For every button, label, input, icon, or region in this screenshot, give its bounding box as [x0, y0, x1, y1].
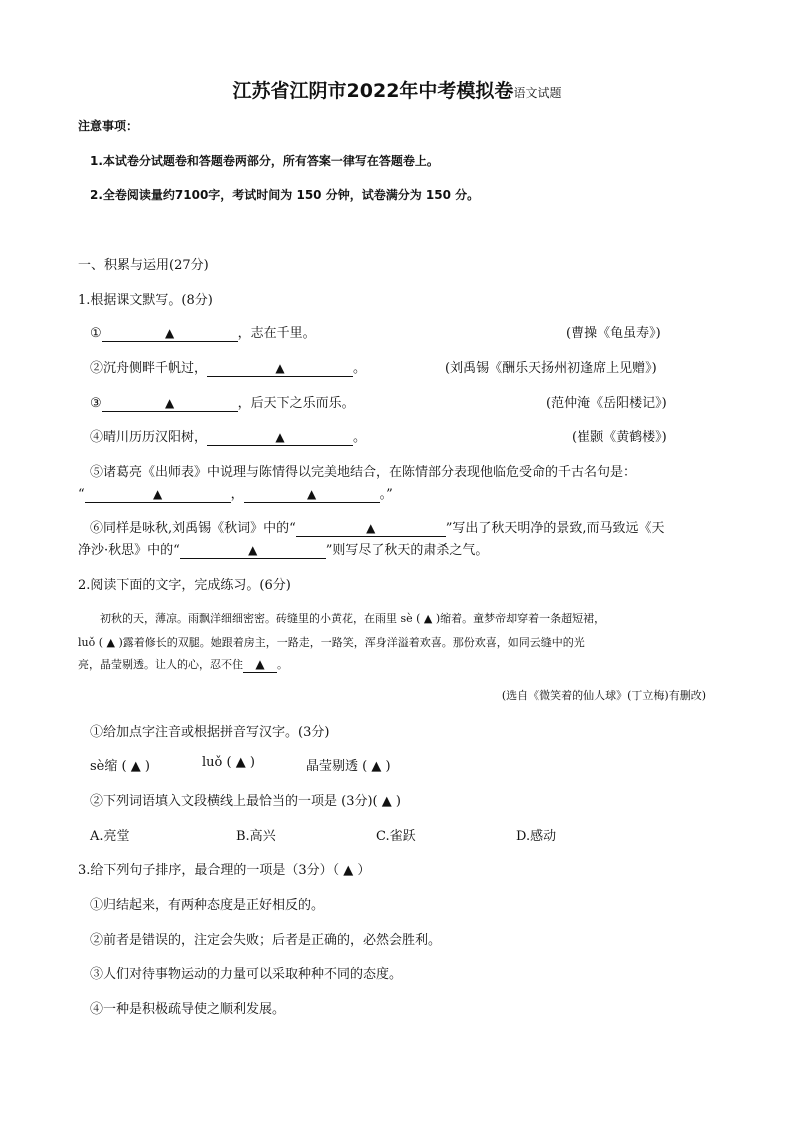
verse-text: ②沉舟侧畔千帆过，: [90, 361, 208, 376]
option-a: A.亮堂: [90, 829, 130, 844]
passage-text: 。: [277, 658, 288, 671]
verse-text: 。: [353, 361, 367, 376]
q1-line-6-cont: [78, 539, 488, 559]
q1-line-5: ⑤诸葛亮《出师表》中说理与陈情得以完美地结合，在陈情部分表现他临危受命的千古名句是：: [90, 465, 637, 480]
q1-source: (范仲淹《岳阳楼记》): [546, 396, 667, 411]
q1-source: (崔颢《黄鹤楼》): [572, 430, 667, 445]
passage-line: luǒ ( ▲ )露着修长的双腿。她跟着房主，一路走，一路笑，浑身洋溢着欢喜。那份欢喜，如同云缝中的光: [78, 636, 585, 649]
answer-blank: [180, 543, 326, 559]
triangle-icon: ▲: [165, 326, 175, 340]
quote-mark: 。”: [379, 487, 393, 502]
punctuation: ，: [230, 487, 244, 502]
sentence-item: ①归结起来，有两种态度是正好相反的。: [90, 898, 325, 913]
pinyin-item: 晶莹剔透 ( ▲ ): [306, 759, 391, 774]
answer-blank: [85, 487, 231, 503]
sentence-item: ④一种是积极疏导使之顺利发展。: [90, 1002, 286, 1017]
answer-blank: [207, 430, 353, 446]
page-title: [0, 76, 794, 103]
q1-line-6: [90, 517, 665, 537]
q1-line-5-blanks: [78, 483, 393, 503]
verse-text: ”则写尽了秋天的肃杀之气。: [325, 543, 489, 558]
triangle-icon: ▲: [153, 487, 163, 501]
sentence-item: ②前者是错误的，注定会失败；后者是正确的，必然会胜利。: [90, 933, 442, 948]
section-heading: 一、积累与运用(27分): [78, 258, 209, 273]
verse-text: ”写出了秋天明净的景致,而马致远《天: [445, 521, 665, 536]
triangle-icon: ▲: [275, 430, 285, 444]
item-number: ①: [90, 326, 102, 341]
sentence-item: ③人们对待事物运动的力量可以采取种种不同的态度。: [90, 967, 403, 982]
q2-sub-1: ①给加点字注音或根据拼音写汉字。(3分): [90, 725, 330, 740]
q2-stem: 2.阅读下面的文字，完成练习。(6分): [78, 578, 291, 593]
verse-text: ④晴川历历汉阳树，: [90, 430, 208, 445]
q1-source: (刘禹锡《酬乐天扬州初逢席上见赠》): [445, 361, 657, 376]
verse-text: 净沙·秋思》中的“: [78, 543, 180, 558]
q2-sub-2: ②下列词语填入文段横线上最恰当的一项是 (3分)( ▲ ): [90, 794, 401, 809]
notice-heading: 注意事项：: [78, 119, 139, 133]
title-main: 江苏省江阴市2022年中考模拟卷: [232, 80, 514, 102]
notice-item: 1.本试卷分试题卷和答题卷两部分，所有答案一律写在答题卷上。: [90, 154, 439, 168]
verse-text: ，后天下之乐而乐。: [237, 396, 355, 411]
q3-stem: 3.给下列句子排序，最合理的一项是（3分）（ ▲ ）: [78, 863, 371, 878]
quote-mark: “: [78, 487, 85, 502]
q1-line-3: [90, 392, 355, 412]
pinyin-item: luǒ ( ▲ ): [202, 755, 255, 770]
verse-text: ⑥同样是咏秋,刘禹锡《秋词》中的“: [90, 521, 296, 536]
q1-source: (曹操《龟虽寿》): [566, 326, 661, 341]
passage-line: 初秋的天，薄凉。雨飘洋细细密密。砖缝里的小黄花，在雨里 sè ( ▲ )缩着。童梦帝却穿着一条超短裙，: [100, 612, 606, 625]
verse-text: 。: [353, 430, 367, 445]
answer-blank: [207, 361, 353, 377]
verse-text: ，志在千里。: [237, 326, 316, 341]
triangle-icon: ▲: [248, 543, 258, 557]
answer-blank: [244, 487, 380, 503]
passage-line: [78, 656, 288, 673]
answer-blank: [296, 521, 446, 537]
passage-source: (选自《微笑着的仙人球》(丁立梅)有删改): [501, 689, 706, 702]
title-sub: 语文试题: [513, 86, 562, 100]
option-d: D.感动: [516, 829, 557, 844]
answer-blank: [102, 396, 238, 412]
q1-line-1: [90, 322, 316, 342]
triangle-icon: ▲: [366, 521, 376, 535]
pinyin-item: sè缩 ( ▲ ): [90, 759, 150, 774]
option-b: B.高兴: [236, 829, 276, 844]
triangle-icon: ▲: [255, 657, 265, 671]
triangle-icon: ▲: [165, 396, 175, 410]
notice-item: 2.全卷阅读量约7100字，考试时间为 150 分钟，试卷满分为 150 分。: [90, 188, 480, 202]
answer-blank: [243, 657, 277, 673]
q1-line-2: [90, 357, 366, 377]
answer-blank: [102, 326, 238, 342]
q1-line-4: [90, 426, 366, 446]
triangle-icon: ▲: [275, 361, 285, 375]
passage-text: 亮，晶莹剔透。让人的心，忍不住: [78, 658, 243, 671]
q1-stem: 1.根据课文默写。(8分): [78, 293, 213, 308]
item-number: ③: [90, 396, 102, 411]
triangle-icon: ▲: [307, 487, 317, 501]
option-c: C.雀跃: [376, 829, 416, 844]
